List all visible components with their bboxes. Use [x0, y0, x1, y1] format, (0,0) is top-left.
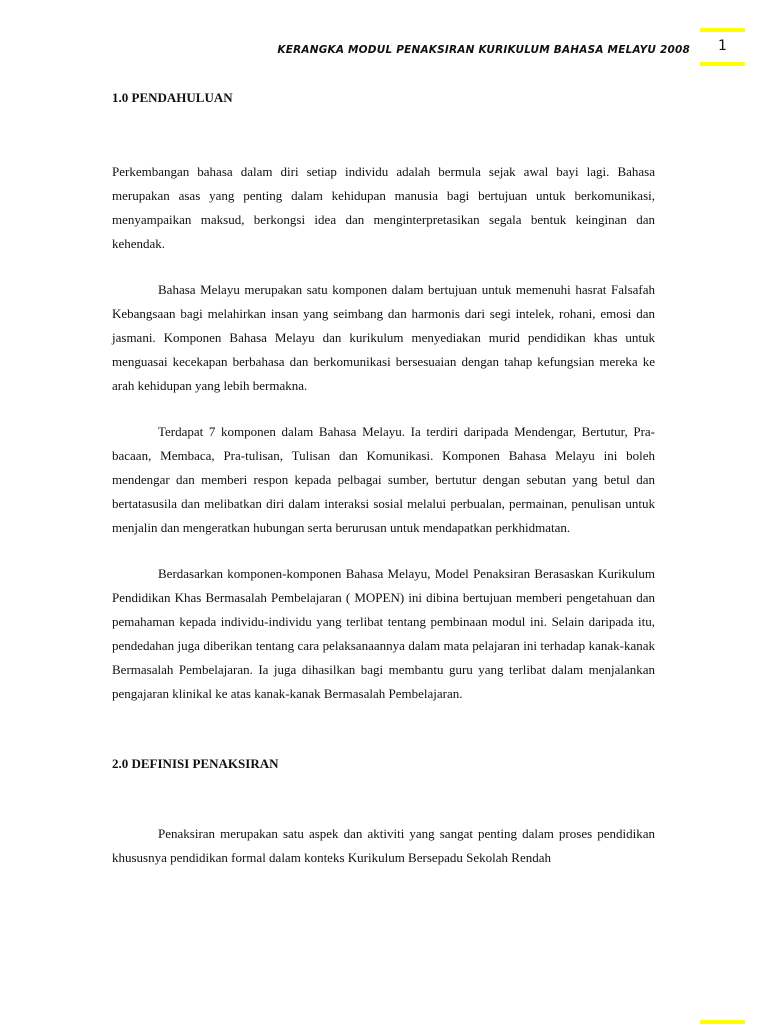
paragraph: Berdasarkan komponen-komponen Bahasa Melayu, Model Penaksiran Berasaskan Kurikulum Pendidikan Khas Bermasalah Pembelajaran ( MOPEN) ini dibina bertujuan memberi pengetahuan dan pemahaman kepada individu-individu yang terlibat tentang pembinaan modul ini. Selain daripada itu, pendedahan juga diberikan tentang cara pelaksanaannya dalam mata pelajaran ini terhadap kanak-kanak Bermasalah Pembelajaran. Ia juga dihasilkan bagi membantu guru yang terlibat dalam menjalankan pengajaran klinikal ke atas kanak-kanak Bermasalah Pembelajaran.	[112, 566, 655, 701]
running-header-title: KERANGKA MODUL PENAKSIRAN KURIKULUM BAHASA MELAYU 2008	[277, 44, 690, 56]
section-heading-definisi-penaksiran: 2.0 DEFINISI PENAKSIRAN	[112, 756, 279, 771]
page-number-bottom-bar	[700, 62, 745, 66]
section-heading-pendahuluan: 1.0 PENDAHULUAN	[112, 90, 233, 105]
paragraph: Terdapat 7 komponen dalam Bahasa Melayu. Ia terdiri daripada Mendengar, Bertutur, Pra-bacaan, Membaca, Pra-tulisan, Tulisan dan Komunikasi. Komponen Bahasa Melayu ini boleh mendengar dan memberi respon kepada pelbagai sumber, bertutur dengan sebutan yang betul dan bertatasusila dan melibatkan diri dalam interaksi sosial melalui perbualan, permainan, penulisan untuk menjalin dan mengeratkan hubungan serta berurusan untuk mendapatkan perkhidmatan.	[112, 424, 655, 535]
page-number: 1	[718, 38, 727, 54]
paragraph: Bahasa Melayu merupakan satu komponen dalam bertujuan untuk memenuhi hasrat Falsafah Kebangsaan bagi melahirkan insan yang seimbang dan harmonis dari segi intelek, rohani, emosi dan jasmani. Komponen Bahasa Melayu dan kurikulum menyediakan murid pendidikan khas untuk menguasai kecekapan berbahasa dan berkomunikasi bersesuaian dengan tahap kefungsian mereka ke arah kehidupan yang lebih bermakna.	[112, 282, 655, 393]
footer-accent-bar	[700, 1020, 745, 1024]
paragraph: Perkembangan bahasa dalam diri setiap individu adalah bermula sejak awal bayi lagi. Bahasa merupakan asas yang penting dalam kehidupan manusia bagi bertujuan untuk berkomunikasi, menyampaikan maksud, berkongsi idea dan menginterpretasikan segala bentuk keinginan dan kehendak.	[112, 164, 655, 251]
page-number-box	[700, 28, 745, 66]
document-body	[112, 88, 655, 870]
paragraph: Penaksiran merupakan satu aspek dan aktiviti yang sangat penting dalam proses pendidikan khususnya pendidikan formal dalam konteks Kurikulum Bersepadu Sekolah Rendah	[112, 826, 655, 865]
page-number-top-bar	[700, 28, 745, 32]
